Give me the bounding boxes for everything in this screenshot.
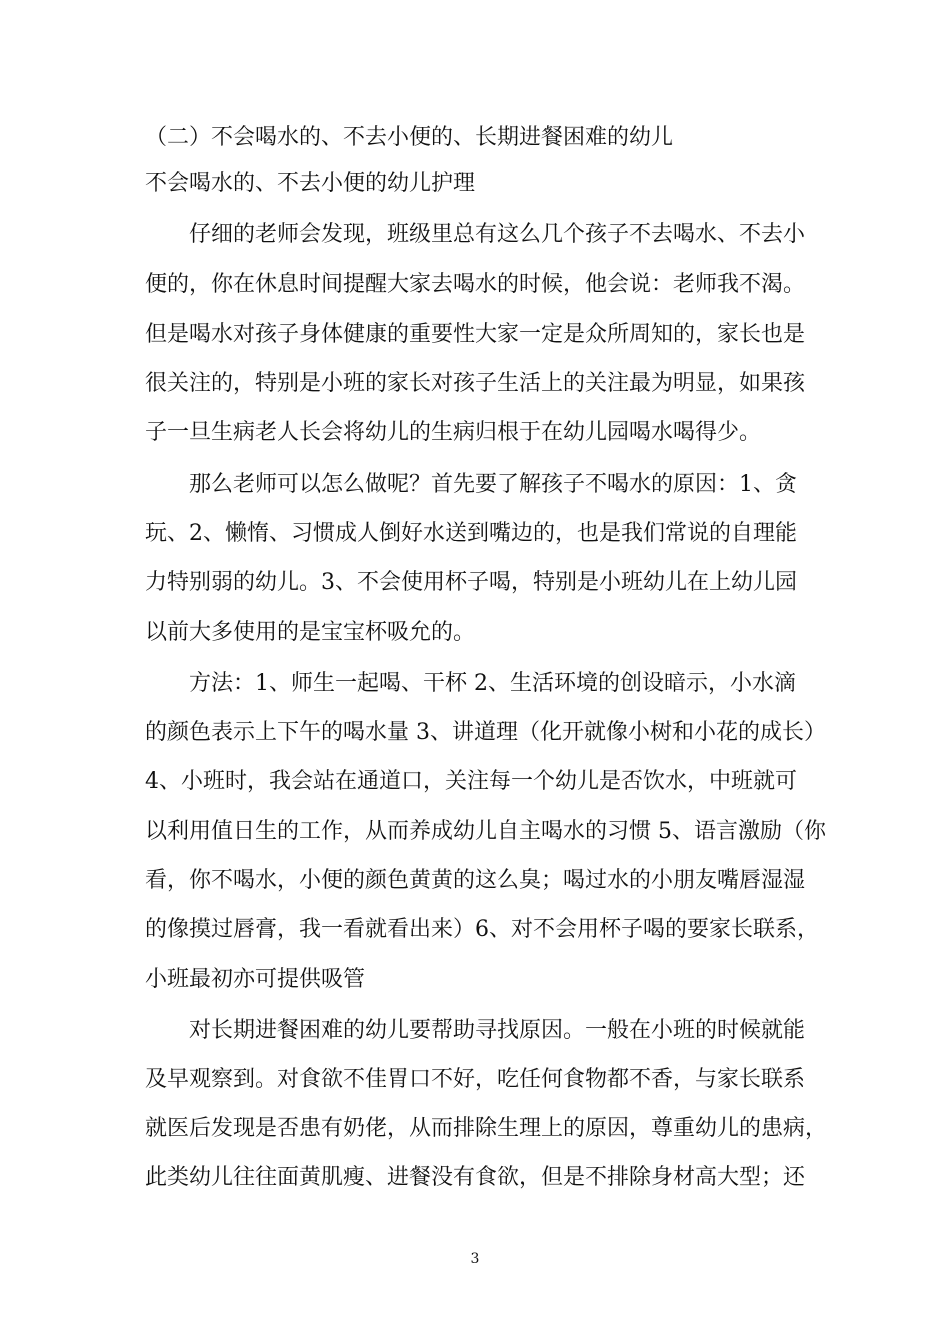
paragraph-line: 4、小班时，我会站在通道口，关注每一个幼儿是否饮水，中班就可 <box>145 769 797 794</box>
paragraph-line: 玩、2、懒惰、习惯成人倒好水送到嘴边的，也是我们常说的自理能 <box>145 521 797 546</box>
subheading: 不会喝水的、不去小便的幼儿护理 <box>145 171 476 196</box>
paragraph-line: 仔细的老师会发现，班级里总有这么几个孩子不去喝水、不去小 <box>189 222 806 247</box>
paragraph-line: 及早观察到。对食欲不佳胃口不好，吃任何食物都不香，与家长联系 <box>145 1067 806 1092</box>
paragraph-line: 对长期进餐困难的幼儿要帮助寻找原因。一般在小班的时候就能 <box>189 1018 806 1043</box>
paragraph-line: 但是喝水对孩子身体健康的重要性大家一定是众所周知的，家长也是 <box>145 322 806 347</box>
paragraph-line: 那么老师可以怎么做呢？首先要了解孩子不喝水的原因：1、贪 <box>189 472 797 497</box>
paragraph-line: 子一旦生病老人长会将幼儿的生病归根于在幼儿园喝水喝得少。 <box>145 420 762 445</box>
paragraph-line: 以前大多使用的是宝宝杯吸允的。 <box>145 620 476 645</box>
paragraph-line: 就医后发现是否患有奶佬，从而排除生理上的原因，尊重幼儿的患病， <box>145 1116 828 1141</box>
paragraph-line: 小班最初亦可提供吸管 <box>145 967 366 992</box>
paragraph-line: 力特别弱的幼儿。3、不会使用杯子喝，特别是小班幼儿在上幼儿园 <box>145 570 797 595</box>
paragraph-line: 方法：1、师生一起喝、干杯 2、生活环境的创设暗示，小水滴 <box>189 671 796 696</box>
paragraph-line: 以利用值日生的工作，从而养成幼儿自主喝水的习惯 5、语言激励（你 <box>145 819 826 844</box>
paragraph-line: 看，你不喝水，小便的颜色黄黄的这么臭；喝过水的小朋友嘴唇湿湿 <box>145 868 806 893</box>
section-heading: （二）不会喝水的、不去小便的、长期进餐困难的幼儿 <box>145 125 674 150</box>
paragraph-line: 很关注的，特别是小班的家长对孩子生活上的关注最为明显，如果孩 <box>145 371 806 396</box>
paragraph-line: 的颜色表示上下午的喝水量 3、讲道理（化开就像小树和小花的成长） <box>145 720 826 745</box>
paragraph-line: 此类幼儿往往面黄肌瘦、进餐没有食欲，但是不排除身材高大型；还 <box>145 1165 806 1190</box>
page-number: 3 <box>470 1251 480 1267</box>
paragraph-line: 便的，你在休息时间提醒大家去喝水的时候，他会说：老师我不渴。 <box>145 272 806 297</box>
paragraph-line: 的像摸过唇膏，我一看就看出来）6、对不会用杯子喝的要家长联系， <box>145 917 819 942</box>
